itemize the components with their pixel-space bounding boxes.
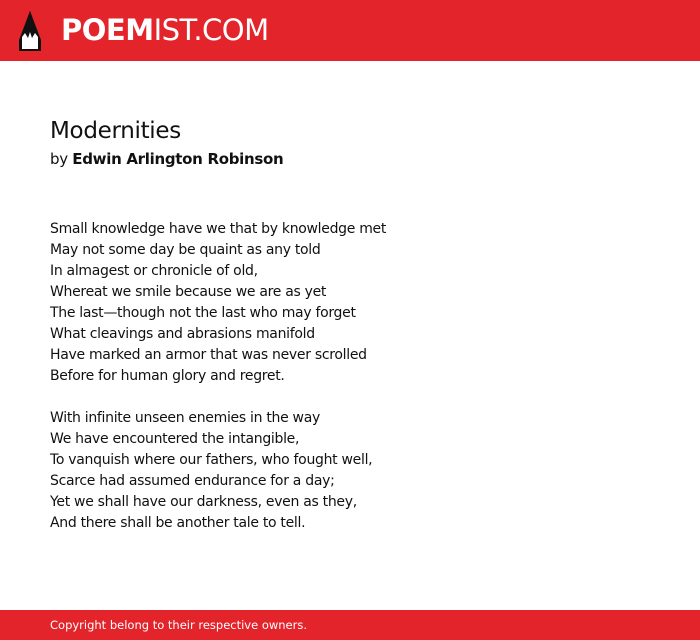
site-footer [0, 610, 700, 640]
logo-text-light: IST.COM [153, 13, 269, 47]
poem-line: Yet we shall have our darkness, even as they, [50, 494, 357, 510]
poem-author: Edwin Arlington Robinson [72, 150, 284, 168]
logo-text-bold: POEM [61, 13, 154, 47]
site-logo[interactable] [61, 13, 269, 47]
poem-stanza [50, 408, 650, 534]
poem-line: And there shall be another tale to tell. [50, 515, 306, 531]
poem-line: In almagest or chronicle of old, [50, 263, 258, 279]
poem-line: We have encountered the intangible, [50, 431, 300, 447]
site-header [0, 0, 700, 61]
poem-stanza [50, 219, 650, 387]
footer-copyright: Copyright belong to their respective owners. [50, 618, 308, 632]
poem-line: The last—though not the last who may forget [50, 305, 356, 321]
pencil-tip-icon[interactable] [18, 10, 42, 52]
poem-byline [50, 149, 283, 169]
poem-line: To vanquish where our fathers, who fought well, [50, 452, 373, 468]
poem-line: Small knowledge have we that by knowledge met [50, 221, 387, 237]
byline-prefix: by [50, 150, 68, 168]
poem-line: Have marked an armor that was never scrolled [50, 347, 367, 363]
poem-line: Scarce had assumed endurance for a day; [50, 473, 335, 489]
poem-title: Modernities [50, 118, 181, 144]
poem-body [50, 219, 650, 555]
poem-line: What cleavings and abrasions manifold [50, 326, 315, 342]
poem-line: Before for human glory and regret. [50, 368, 285, 384]
poem-line: May not some day be quaint as any told [50, 242, 321, 258]
poem-line: Whereat we smile because we are as yet [50, 284, 327, 300]
poem-line: With infinite unseen enemies in the way [50, 410, 320, 426]
